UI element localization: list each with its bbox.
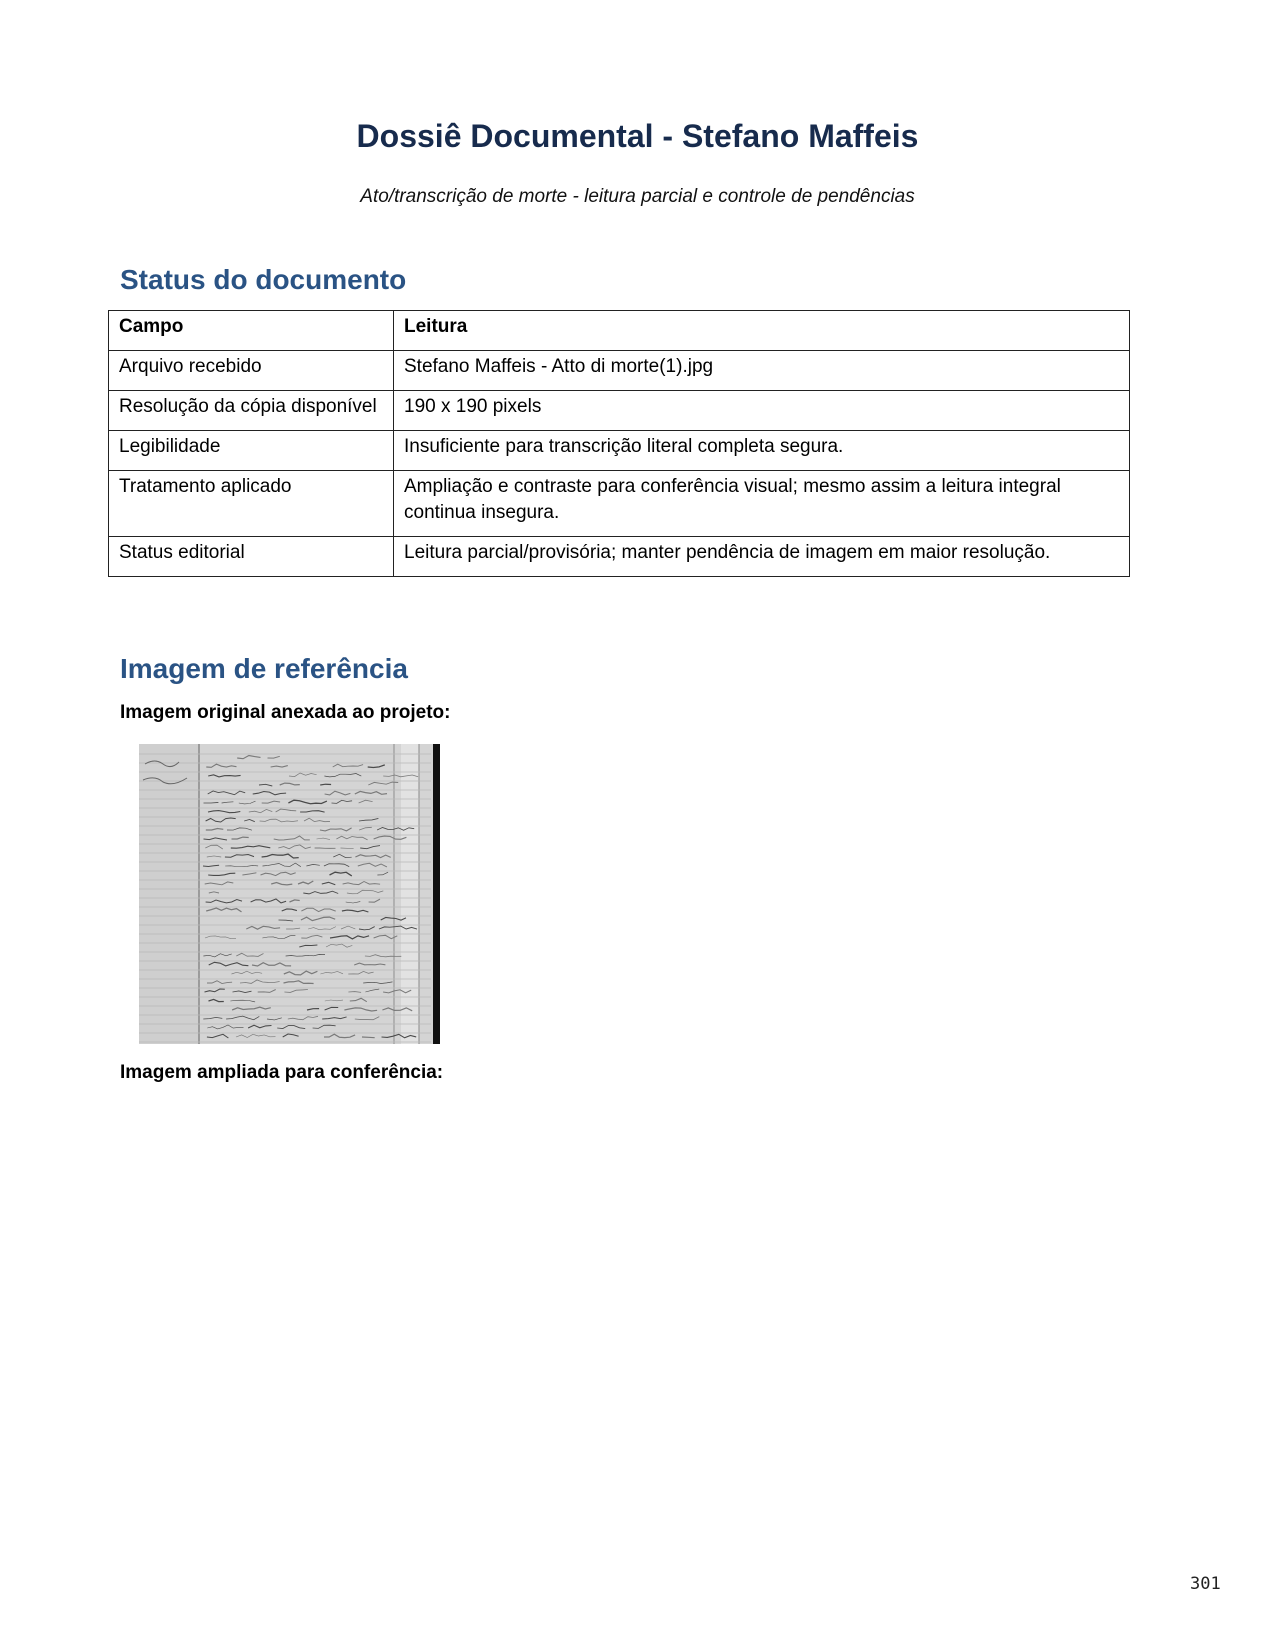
status-section-heading: Status do documento bbox=[120, 264, 407, 295]
campo-cell: Legibilidade bbox=[109, 431, 394, 471]
image-section-heading: Imagem de referência bbox=[120, 653, 408, 684]
campo-cell: Status editorial bbox=[109, 537, 394, 577]
table-row bbox=[109, 431, 1130, 471]
table-row bbox=[109, 537, 1130, 577]
leitura-cell: Ampliação e contraste para conferência visual; mesmo assim a leitura integral continua insegura. bbox=[394, 471, 1130, 537]
column-header-leitura: Leitura bbox=[394, 311, 1130, 351]
page-number: 301 bbox=[1190, 1574, 1221, 1594]
leitura-cell: Stefano Maffeis - Atto di morte(1).jpg bbox=[394, 351, 1130, 391]
table-row bbox=[109, 471, 1130, 537]
document-title: Dossiê Documental - Stefano Maffeis bbox=[356, 118, 919, 154]
death-record-scan-image bbox=[139, 744, 440, 1044]
column-header-campo: Campo bbox=[109, 311, 394, 351]
campo-cell: Arquivo recebido bbox=[109, 351, 394, 391]
leitura-cell: 190 x 190 pixels bbox=[394, 391, 1130, 431]
table-header-row bbox=[109, 311, 1130, 351]
document-subtitle: Ato/transcrição de morte - leitura parcial e controle de pendências bbox=[360, 186, 915, 207]
table-row bbox=[109, 391, 1130, 431]
leitura-cell: Leitura parcial/provisória; manter pendência de imagem em maior resolução. bbox=[394, 537, 1130, 577]
leitura-cell: Insuficiente para transcrição literal completa segura. bbox=[394, 431, 1130, 471]
campo-cell: Resolução da cópia disponível bbox=[109, 391, 394, 431]
status-table bbox=[108, 310, 1130, 577]
table-row bbox=[109, 351, 1130, 391]
campo-cell: Tratamento aplicado bbox=[109, 471, 394, 537]
original-image-label: Imagem original anexada ao projeto: bbox=[120, 702, 451, 723]
enlarged-image-label: Imagem ampliada para conferência: bbox=[120, 1062, 444, 1083]
